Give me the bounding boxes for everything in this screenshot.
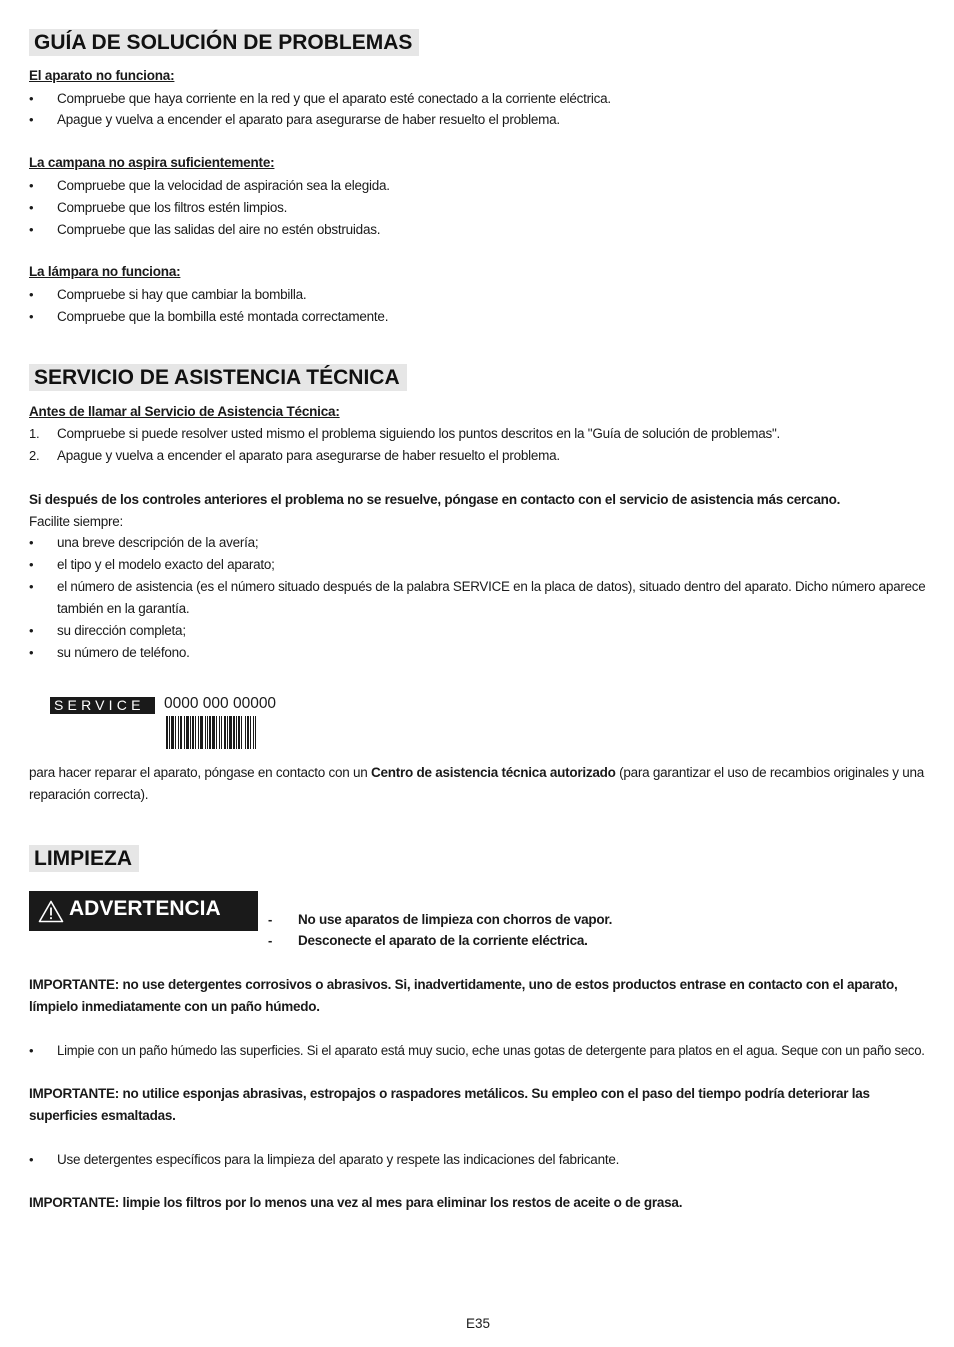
step-number: 1. <box>29 426 40 441</box>
barcode-bar <box>184 716 185 749</box>
barcode-image <box>166 716 292 749</box>
list-item-text: el tipo y el modelo exacto del aparato; <box>57 557 275 572</box>
barcode-bar <box>200 716 203 749</box>
barcode-bar <box>255 716 256 749</box>
step-text: Apague y vuelva a encender el aparato para asegurarse de haber resuelto el problema. <box>57 448 560 463</box>
section-title-service: SERVICIO DE ASISTENCIA TÉCNICA <box>29 364 407 391</box>
service-intro: Facilite siempre: <box>29 514 124 529</box>
important-note-1: IMPORTANTE: no use detergentes corrosivos o abrasivos. Si, inadvertidamente, uno de estos productos entrase en contacto con el aparato, <box>29 977 898 992</box>
barcode-bar <box>253 716 254 749</box>
barcode-bar <box>207 716 208 749</box>
barcode-bar <box>171 716 174 749</box>
warning-item: No use aparatos de limpieza con chorros de vapor. <box>298 912 613 927</box>
section-title-cleaning: LIMPIEZA <box>29 845 139 872</box>
list-item-text: Compruebe que la bombilla esté montada correctamente. <box>57 309 389 324</box>
manual-page: GUÍA DE SOLUCIÓN DE PROBLEMAS El aparato no funciona: • Compruebe que haya corriente en la red y que el aparato esté conectado a la corriente eléctrica. • Apague y vuelva a encender el aparato para asegurarse de haber resuelto el problema. La campana no aspira suficientemente: • Compruebe que la velocidad de aspiración sea la elegida. • Compruebe que los filtros estén limpios. • Compruebe que las salidas del aire no estén obstruidas. La lámpara no funciona: • Compruebe si hay que cambiar la bombilla. • Compruebe que la bombilla esté montada correctamente. SERVICIO DE ASISTENCIA TÉCNICA Antes de llamar al Servicio de Asistencia Técnica: 1. Compruebe si puede resolver usted mismo el problema siguiendo los puntos descritos en la "Guía de solución de problemas". 2. Apague y vuelva a encender el aparato para asegurarse de haber resuelto el problema. Si después de los controles anteriores el problema no se resuelve, póngase en contacto con el servicio de asistencia más cercano. Facilite siempre: • una breve descripción de la avería; • el tipo y el modelo exacto del aparato; • el número de asistencia (es el número situado después de la palabra SERVICE en la placa de datos), situado dentro del aparato. Dicho número aparece también en la garantía. • su dirección completa; • su número de teléfono. SERVICE 0000 000 00000 para hacer reparar el aparato, póngase en contacto con un Centro de asistencia técnica autorizado (para garantizar el uso de recambios originales y una reparación correcta). LIMPIEZA ADVERTENCIA - No use aparatos de limpieza con chorros de vapor. - Desconecte el aparato de la corriente eléctrica. IMPORTANTE: no use detergentes corrosivos o abrasivos. Si, inadvertidamente, uno de estos productos entrase en contacto con el aparato, límpielo inmediatamente con un paño húmedo. • Limpie con un paño húmedo las superficies. Si el aparato está muy sucio, eche unas gotas de detergente para platos en el agua. Seque con un paño seco. IMPORTANTE: no utilice esponjas abrasivas, estropajos o raspadores metálicos. Su empleo con el paso del tiempo podría deteriorar las superficies esmaltadas. • Use detergentes específicos para la limpieza del aparato y respete las indicaciones del fabricante. IMPORTANTE: limpie los filtros por lo menos una vez al mes para eliminar los restos de aceite o de grasa. E35 <box>29 31 926 1331</box>
barcode-bar <box>224 716 226 749</box>
barcode-bar <box>229 716 232 749</box>
barcode-bar <box>238 716 240 749</box>
barcode-bar <box>236 716 237 749</box>
list-item-text: Compruebe que los filtros estén limpios. <box>57 200 288 215</box>
barcode-bar <box>241 716 242 749</box>
list-item-text: Compruebe que la velocidad de aspiración sea la elegida. <box>57 178 390 193</box>
barcode-bar <box>209 716 211 749</box>
barcode-bar <box>198 716 199 749</box>
barcode-bar <box>175 716 176 749</box>
list-item-text: su número de teléfono. <box>57 645 190 660</box>
warning-item: Desconecte el aparato de la corriente eléctrica. <box>298 933 588 948</box>
important-note-3: IMPORTANTE: limpie los filtros por lo menos una vez al mes para eliminar los restos de aceite o de grasa. <box>29 1195 683 1210</box>
step-number: 2. <box>29 448 40 463</box>
barcode-bar <box>227 716 228 749</box>
repair-paragraph-line2: reparación correcta). <box>29 787 149 802</box>
repair-paragraph: para hacer reparar el aparato, póngase en contacto con un Centro de asistencia técnica autorizado (para garantizar el uso de recambios originales y una <box>29 765 925 780</box>
barcode-bar <box>169 716 170 749</box>
step-text: Compruebe si puede resolver usted mismo el problema siguiendo los puntos descritos en la "Guía de solución de problemas". <box>57 426 780 441</box>
important-note-2-line2: superficies esmaltadas. <box>29 1108 176 1123</box>
list-item-text: Compruebe si hay que cambiar la bombilla. <box>57 287 307 302</box>
warning-triangle-icon <box>38 900 64 923</box>
barcode-bar <box>212 716 215 749</box>
barcode-bar <box>233 716 235 749</box>
list-item-text: Compruebe que las salidas del aire no estén obstruidas. <box>57 222 381 237</box>
barcode-bar <box>192 716 194 749</box>
list-item-text: una breve descripción de la avería; <box>57 535 259 550</box>
list-item-text: Compruebe que haya corriente en la red y que el aparato esté conectado a la corriente eléctrica. <box>57 91 611 106</box>
service-number: 0000 000 00000 <box>164 695 277 712</box>
barcode-bar <box>186 716 189 749</box>
group-heading: La lámpara no funciona: <box>29 264 181 279</box>
service-heading: Antes de llamar al Servicio de Asistencia Técnica: <box>29 404 340 419</box>
list-item-text: su dirección completa; <box>57 623 186 638</box>
warning-box <box>29 891 258 931</box>
list-item-text-continued: también en la garantía. <box>57 601 190 616</box>
group-heading: El aparato no funciona: <box>29 68 175 83</box>
group-heading: La campana no aspira suficientemente: <box>29 155 275 170</box>
barcode-bar <box>250 716 251 749</box>
barcode-bar <box>245 716 246 749</box>
page-number: E35 <box>466 1316 491 1331</box>
service-bold-note: Si después de los controles anteriores el problema no se resuelve, póngase en contacto con el servicio de asistencia más cercano. <box>29 492 841 507</box>
barcode-bar <box>219 716 220 749</box>
important-note-2: IMPORTANTE: no utilice esponjas abrasivas, estropajos o raspadores metálicos. Su empleo con el paso del tiempo podría deteriorar las <box>29 1086 870 1101</box>
barcode-bar <box>216 716 217 749</box>
authorized-center-text: Centro de asistencia técnica autorizado <box>371 765 616 780</box>
barcode-bar <box>205 716 206 749</box>
service-label: SERVICE <box>50 697 155 714</box>
list-item-text: el número de asistencia (es el número situado después de la palabra SERVICE en la placa de datos), situado dentro del aparato. Dicho número aparece <box>57 579 926 594</box>
barcode-bar <box>166 716 168 749</box>
barcode-bar <box>180 716 182 749</box>
list-item-text: Apague y vuelva a encender el aparato para asegurarse de haber resuelto el problema. <box>57 112 560 127</box>
cleaning-bullet-1: Limpie con un paño húmedo las superficies. Si el aparato está muy sucio, eche unas gotas de detergente para platos en el agua. Seque con un paño seco. <box>57 1043 925 1058</box>
section-title-troubleshooting: GUÍA DE SOLUCIÓN DE PROBLEMAS <box>29 29 419 56</box>
barcode-bar <box>178 716 179 749</box>
barcode-bar <box>190 716 191 749</box>
barcode-bar <box>221 716 222 749</box>
cleaning-bullet-2: Use detergentes específicos para la limpieza del aparato y respete las indicaciones del fabricante. <box>57 1152 620 1167</box>
warning-label: ADVERTENCIA <box>69 897 221 920</box>
barcode-bar <box>195 716 196 749</box>
barcode-bar <box>247 716 249 749</box>
important-note-1-line2: límpielo inmediatamente con un paño húmedo. <box>29 999 320 1014</box>
